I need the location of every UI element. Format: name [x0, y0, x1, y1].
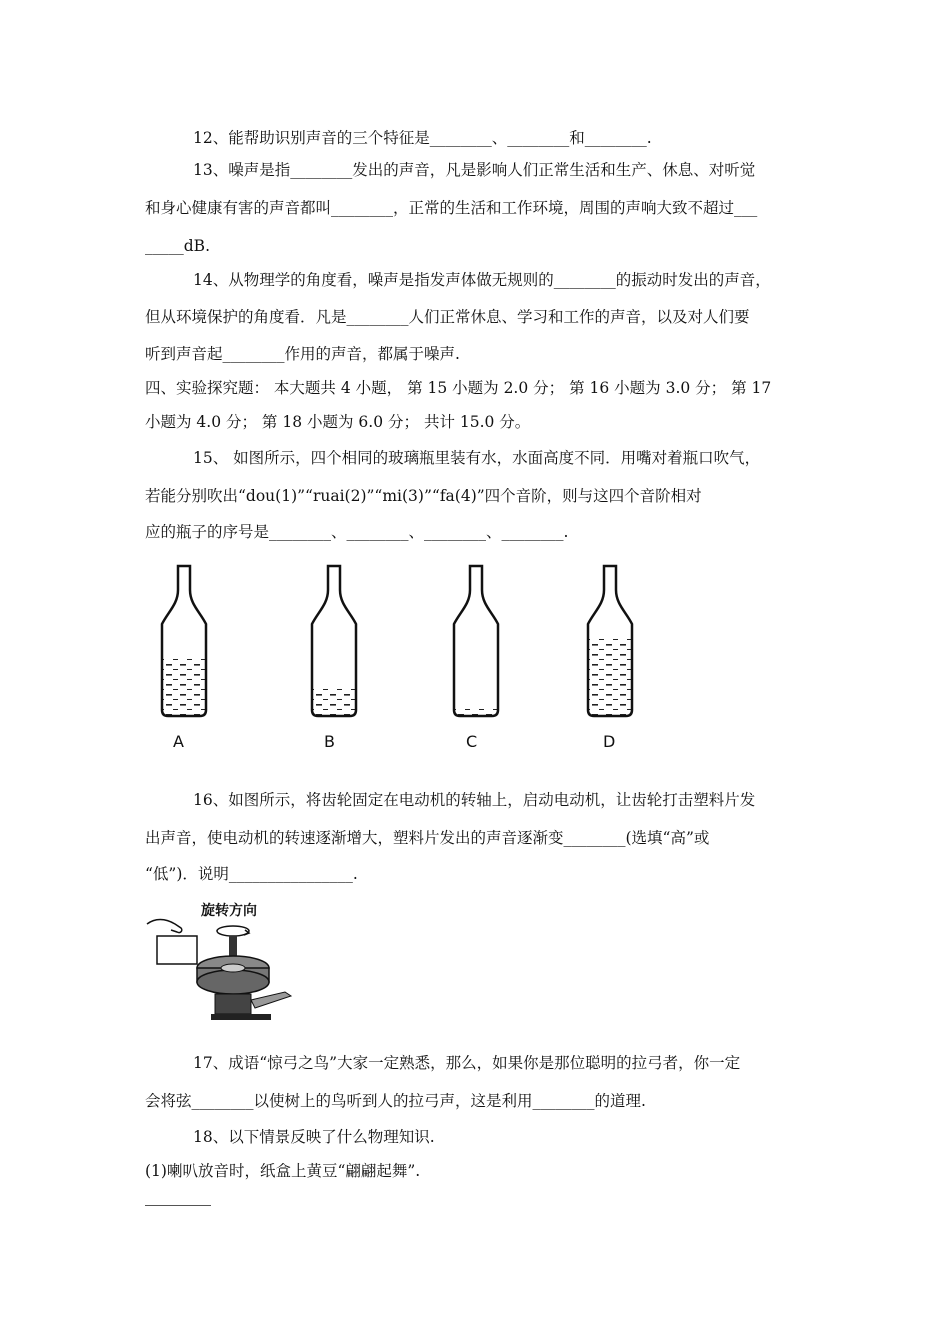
q14-line2: 但从环境保护的角度看．凡是________人们正常休息、学习和工作的声音，以及对人们要 [145, 308, 750, 326]
q16-line3: “低”)．说明________________. [145, 865, 358, 883]
bottle-c [442, 566, 512, 716]
bottle-b [300, 566, 370, 716]
q14-line1: 14、从物理学的角度看，噪声是指发声体做无规则的________的振动时发出的声音， [193, 271, 771, 289]
shaft-icon [229, 936, 237, 958]
q18-line2: (1)喇叭放音时，纸盒上黄豆“翩翩起舞”. [145, 1162, 421, 1180]
q16-line2: 出声音，使电动机的转速逐渐增大，塑料片发出的声音逐渐变________(选填“高”或 [145, 829, 710, 847]
motor-icon [211, 992, 291, 1020]
gear-figure-title: 旋转方向 [201, 903, 257, 919]
bottle-a [150, 566, 220, 716]
bottle-d-label: D [603, 732, 616, 751]
gear-figure [145, 896, 295, 1026]
q17-line2: 会将弦________以使树上的鸟听到人的拉弓声，这是利用________的道理. [145, 1092, 646, 1110]
q18-line1: 18、以下情景反映了什么物理知识. [193, 1128, 435, 1146]
q15-line1: 15、 如图所示，四个相同的玻璃瓶里装有水，水面高度不同．用嘴对着瓶口吹气， [193, 449, 761, 467]
section4-line1: 四、实验探究题： 本大题共 4 小题， 第 15 小题为 2.0 分； 第 16 小题为 3.0 分； 第 17 [145, 379, 772, 397]
q17-line1: 17、成语“惊弓之鸟”大家一定熟悉，那么，如果你是那位聪明的拉弓者，你一定 [193, 1054, 741, 1072]
q15-line3: 应的瓶子的序号是________、________、________、________. [145, 523, 569, 541]
bottle-b-label: B [324, 732, 335, 751]
bottle-a-water [150, 659, 220, 716]
q12-text: 12、能帮助识别声音的三个特征是________、________和________. [193, 129, 652, 147]
section4-line2: 小题为 4.0 分； 第 18 小题为 6.0 分； 共计 15.0 分。 [145, 413, 531, 431]
bottle-c-label: C [466, 732, 478, 751]
gear-icon [197, 956, 269, 994]
plastic-card-icon [157, 936, 197, 964]
hand-icon [147, 920, 182, 933]
bottles-figure [150, 560, 670, 720]
bottle-d [576, 566, 646, 716]
bottle-b-water [300, 688, 370, 716]
q15-line2: 若能分别吹出“dou(1)”“ruai(2)”“mi(3)”“fa(4)”四个音阶，则与这四个音阶相对 [145, 487, 702, 505]
q13-line2: 和身心健康有害的声音都叫________，正常的生活和工作环境，周围的声响大致不超过___ [145, 199, 758, 217]
q16-line1: 16、如图所示，将齿轮固定在电动机的转轴上，启动电动机，让齿轮打击塑料片发 [193, 791, 756, 809]
q14-line3: 听到声音起________作用的声音，都属于噪声. [145, 345, 460, 363]
q13-line1: 13、噪声是指________发出的声音，凡是影响人们正常生活和生产、休息、对听觉 [193, 161, 756, 179]
footnote-divider [145, 1205, 211, 1206]
q13-line3: _____dB. [145, 237, 210, 255]
bottle-a-label: A [173, 732, 184, 751]
bottle-d-water [576, 638, 646, 716]
